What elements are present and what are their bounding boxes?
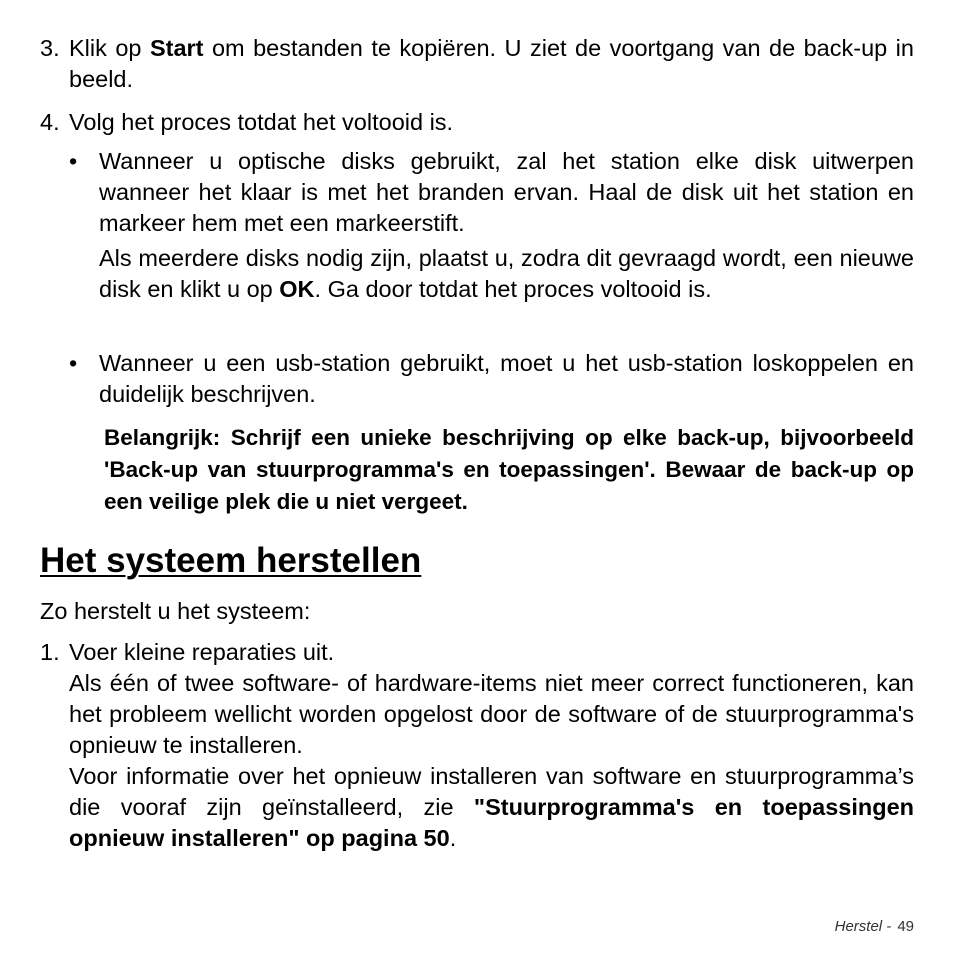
step-1-para-2-after: . [449, 825, 457, 851]
step-1-title: Voer kleine reparaties uit. [69, 639, 335, 665]
page-number: 49 [897, 918, 914, 935]
bullet-1-para-2-after: . Ga door totdat het proces voltooid is. [314, 276, 712, 302]
reinstall-drivers-link[interactable]: "Stuurprogramma's en toepassingen opnieuw installeren" op pagina 50 [69, 794, 914, 851]
footer-section: Herstel - [834, 918, 892, 935]
bullet-2-symbol: • [69, 350, 78, 376]
bullet-2-text: Wanneer u een usb-station gebruikt, moet u het usb-station loskoppelen en duidelijk beschrijven. [99, 350, 914, 407]
step-3-text-after: om bestanden te kopiëren. U ziet de voortgang van de back-up in beeld. [69, 35, 914, 92]
step-3-text [69, 33, 914, 95]
bullet-1-symbol: • [69, 148, 78, 174]
bullet-1-para-2 [99, 243, 914, 305]
important-note: Belangrijk: Schrijf een unieke beschrijving op elke back-up, bijvoorbeeld 'Back-up van stuurprogramma's en toepassingen'. Bewaar de back-up op een veilige plek die u niet vergeet. [104, 425, 914, 514]
step-4-number: 4. [40, 109, 60, 135]
section-title: Het systeem herstellen [40, 541, 422, 580]
step-1-number: 1. [40, 639, 60, 665]
step-4-text: Volg het proces totdat het voltooid is. [69, 109, 454, 135]
step-1-para-2 [69, 761, 914, 854]
bullet-1-para-2-before: Als meerdere disks nodig zijn, plaatst u, zodra dit gevraagd wordt, een nieuwe disk en klikt u op [99, 245, 914, 302]
section-intro: Zo herstelt u het systeem: [40, 598, 311, 624]
ok-label: OK [279, 276, 315, 302]
page-footer [835, 918, 914, 935]
step-1-para-2-before: Voor informatie over het opnieuw installeren van software en stuurprogramma’s die vooraf zijn geïnstalleerd, zie [69, 763, 914, 820]
bullet-1-para-1: Wanneer u optische disks gebruikt, zal het station elke disk uitwerpen wanneer het klaar is met het branden ervan. Haal de disk uit het station en markeer hem met een markeerstift. [99, 148, 914, 236]
step-3-text-before: Klik op [69, 35, 150, 61]
step-3-number: 3. [40, 35, 60, 61]
start-label: Start [149, 35, 204, 61]
step-1-para-1: Als één of twee software- of hardware-items niet meer correct functioneren, kan het probleem wellicht worden opgelost door de software of de stuurprogramma's opnieuw te installeren. [69, 670, 914, 758]
